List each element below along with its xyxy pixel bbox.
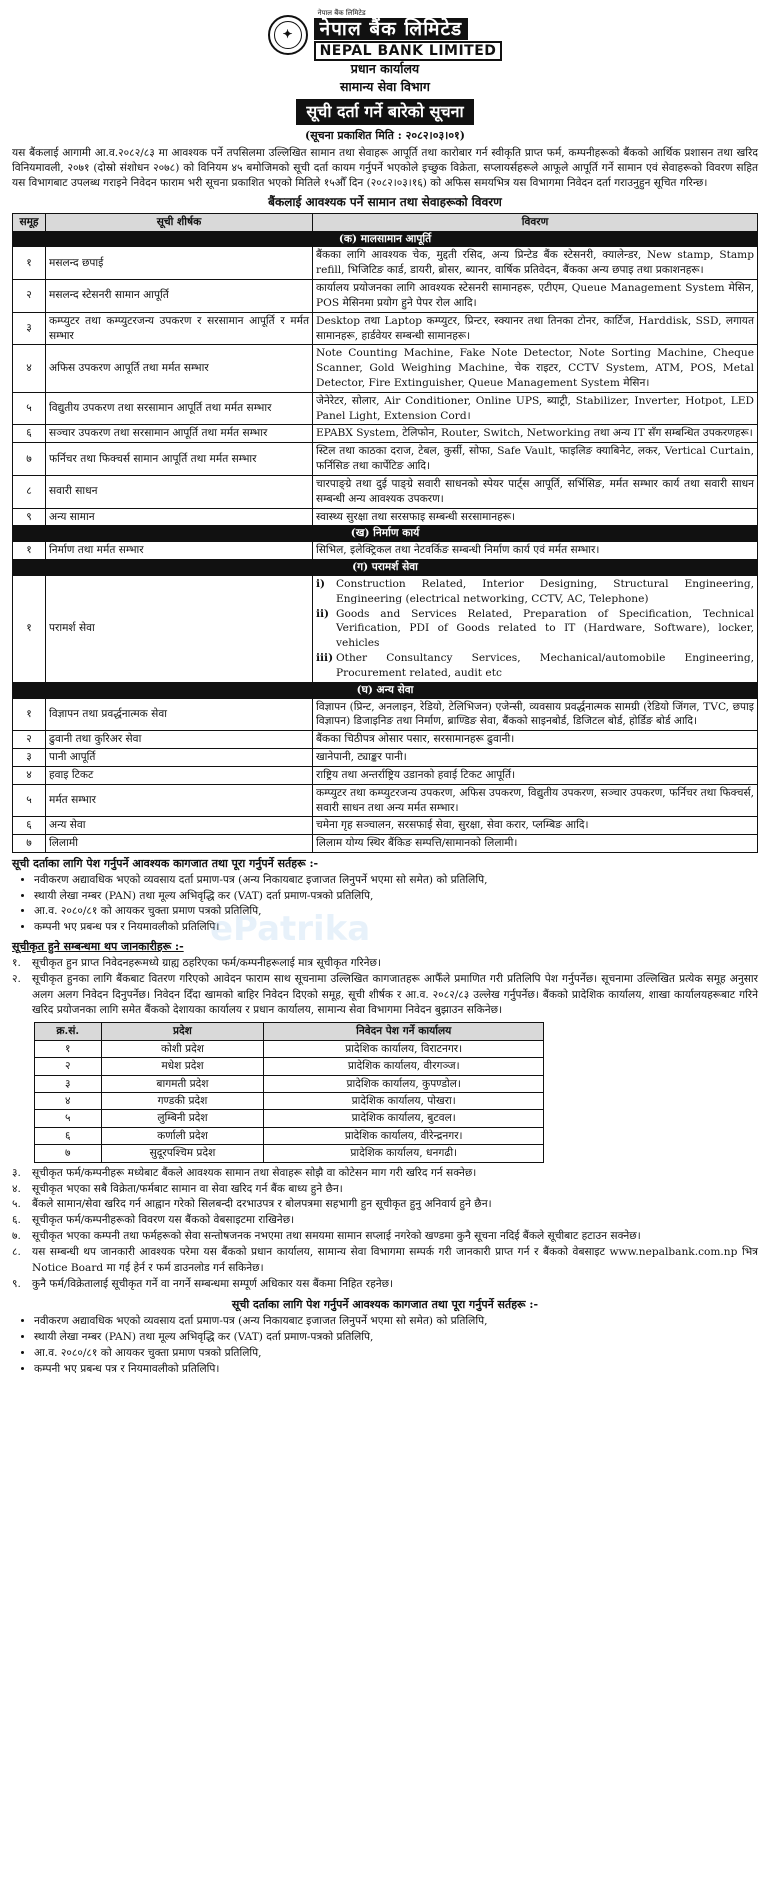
province-table: [34, 1022, 544, 1162]
table-row: [13, 425, 758, 443]
table-row: [13, 542, 758, 560]
row-description: बैंकका लागि आवश्यक चेक, मुद्दती रसिद, अन्य प्रिन्टेड बैंक स्टेसनरी, क्यालेन्डर, New stamp, Stamp refill, भिजिटिङ कार्ड, डायरी, ब्रोसर, ब्यानर, वार्षिक प्रतिवेदन, बैंकका अन्य छपाइ तथा प्रकाशनहरू।: [313, 247, 758, 280]
province-sn: २: [35, 1058, 102, 1075]
item-text: कुनै फर्म/विक्रेतालाई सूचीकृत गर्ने वा नगर्ने सम्बन्धमा सम्पूर्ण अधिकार यस बैंकमा निहित रहनेछ।: [32, 1277, 394, 1290]
item-text: यस सम्बन्धी थप जानकारी आवश्यक परेमा यस बैंकको प्रधान कार्यालय, सामान्य सेवा विभागमा सम्पर्क गरी जानकारी प्राप्त गर्न र बैंकको वेबसाइट www.nepalbank.com.np भित्र Notice Board मा गई हेर्न र फर्म डाउनलोड गर्न सकिनेछ।: [32, 1246, 758, 1274]
list-item: • स्थायी लेखा नम्बर (PAN) तथा मूल्य अभिवृद्धि कर (VAT) दर्ता प्रमाण-पत्रको प्रतिलिपि,: [34, 889, 758, 905]
row-title: मसलन्द स्टेसनरी सामान आपूर्ति: [46, 280, 313, 313]
list-item: • नवीकरण अद्यावधिक भएको व्यवसाय दर्ता प्रमाण-पत्र (अन्य निकायबाट इजाजत लिनुपर्ने भएमा सो समेत) को प्रतिलिपि,: [34, 873, 758, 889]
province-name: गण्डकी प्रदेश: [101, 1092, 264, 1109]
row-title: परामर्श सेवा: [46, 575, 313, 682]
row-number: ६: [13, 425, 46, 443]
table-row: [13, 698, 758, 731]
category-goods: (क) मालसामान आपूर्ति: [13, 231, 758, 247]
row-description: Desktop तथा Laptop कम्प्युटर, प्रिन्टर, स्क्यानर तथा तिनका टोनर, कार्टिज, Harddisk, SSD, लगायत सामानहरू, हार्डवेयर सम्बन्धी सामानहरू।: [313, 312, 758, 345]
province-name: कोशी प्रदेश: [101, 1040, 264, 1057]
table-row: [13, 575, 758, 682]
province-office: प्रादेशिक कार्यालय, कुपण्डोल।: [264, 1075, 544, 1092]
province-name: कर्णाली प्रदेश: [101, 1127, 264, 1144]
bank-seal-icon: ✦: [268, 15, 308, 55]
row-title: फर्निचर तथा फिक्चर्स सामान आपूर्ति तथा मर्मत सम्भार: [46, 443, 313, 476]
bank-header: [12, 10, 758, 60]
row-description: स्टिल तथा काठका दराज, टेबल, कुर्सी, सोफा, Safe Vault, फाइलिङ क्याबिनेट, लकर, Vertical Curtain, फर्निसिङ तथा कार्पेटिङ आदि।: [313, 443, 758, 476]
row-number: ३: [13, 749, 46, 767]
row-title: अफिस उपकरण आपूर्ति तथा मर्मत सम्भार: [46, 345, 313, 392]
item-number: २.: [12, 972, 21, 985]
category-consultancy: (ग) परामर्श सेवा: [13, 560, 758, 576]
list-item: • कम्पनी भए प्रबन्ध पत्र र नियमावलीको प्रतिलिपि।: [34, 1362, 758, 1378]
documents-heading-repeat: सूची दर्ताका लागि पेश गर्नुपर्ने आवश्यक कागजात तथा पूरा गर्नुपर्ने सर्तहरू :-: [231, 1297, 539, 1311]
list-item: [12, 1166, 758, 1182]
row-number: २: [13, 280, 46, 313]
item-number: ४.: [12, 1182, 21, 1195]
item-number: ९.: [12, 1277, 21, 1290]
table-row: [13, 475, 758, 508]
province-office: प्रादेशिक कार्यालय, वीरगञ्ज।: [264, 1058, 544, 1075]
table-row: [35, 1058, 544, 1075]
item-text: सूचीकृत हुन प्राप्त निवेदनहरूमध्ये ग्राह्य ठहरिएका फर्म/कम्पनीहरूलाई मात्र सूचीकृत गरिनेछ।: [32, 956, 381, 969]
row-description: बैंकका चिठीपत्र ओसार पसार, सरसामानहरू ढुवानी।: [313, 731, 758, 749]
table-row: [13, 731, 758, 749]
row-description: जेनेरेटर, सोलार, Air Conditioner, Online UPS, ब्याट्री, Stabilizer, Inverter, Hotpot, LED Panel Light, Extension Cord।: [313, 392, 758, 425]
row-description: Note Counting Machine, Fake Note Detector, Note Sorting Machine, Cheque Scanner, Gold Weighing Machine, चेक राइटर, CCTV System, ATM, POS, Metal Detector, Fire Extinguisher, Queue Management System मेसिन।: [313, 345, 758, 392]
list-item: • नवीकरण अद्यावधिक भएको व्यवसाय दर्ता प्रमाण-पत्र (अन्य निकायबाट इजाजत लिनुपर्ने भएमा सो समेत) को प्रतिलिपि,: [34, 1314, 758, 1330]
province-sn: ४: [35, 1092, 102, 1109]
table-row: [35, 1110, 544, 1127]
province-office: प्रादेशिक कार्यालय, धनगढी।: [264, 1145, 544, 1162]
documents-list-repeat: [12, 1314, 758, 1378]
department-name: सामान्य सेवा विभाग: [340, 79, 430, 94]
table-row: [13, 247, 758, 280]
row-number: १: [13, 698, 46, 731]
item-text: सूचीकृत फर्म/कम्पनीहरूको विवरण यस बैंकको वेबसाइटमा राखिनेछ।: [32, 1214, 295, 1227]
item-text: सूचीकृत फर्म/कम्पनीहरू मध्येबाट बैंकले आवश्यक सामान तथा सेवाहरू सोझै वा कोटेसन माग गरी खरिद गर्न सक्नेछ।: [32, 1166, 477, 1179]
list-item: [12, 1277, 758, 1293]
row-description: चमेना गृह सञ्चालन, सरसफाई सेवा, सुरक्षा, सेवा करार, प्लम्बिङ आदि।: [313, 817, 758, 835]
row-description: लिलाम योग्य स्थिर बैंकिङ सम्पत्ति/सामानको लिलामी।: [313, 835, 758, 853]
row-description: सिभिल, इलेक्ट्रिकल तथा नेटवर्किङ सम्बन्धी निर्माण कार्य एवं मर्मत सम्भार।: [313, 542, 758, 560]
consultancy-list: [313, 575, 758, 682]
row-title: विज्ञापन तथा प्रवर्द्धनात्मक सेवा: [46, 698, 313, 731]
table-row: [13, 312, 758, 345]
list-item: [12, 1197, 758, 1213]
row-title: सञ्चार उपकरण तथा सरसामान आपूर्ति तथा मर्मत सम्भार: [46, 425, 313, 443]
row-number: ७: [13, 443, 46, 476]
item-number: ३.: [12, 1166, 21, 1179]
col-header-group: समूह: [13, 213, 46, 231]
row-title: लिलामी: [46, 835, 313, 853]
row-number: ४: [13, 766, 46, 784]
logo-nepali-text: नेपाल बैंक लिमिटेड: [314, 18, 469, 40]
intro-paragraph: यस बैंकलाई आगामी आ.व.२०८२/८३ मा आवश्यक पर्ने तपसिलमा उल्लिखित सामान तथा सेवाहरू आपूर्ति तथा कारोबार गर्न स्वीकृति प्राप्त फर्म, कम्पनीहरूको बैंकको आर्थिक प्रशासन तथा खरिद विनियमावली, २०७१ (दोस्रो संशोधन २०७८) को विनियम ४५ बमोजिमको सूची दर्ता कायम गर्नुपर्ने भएकोले इच्छुक विक्रेता, सप्लायर्सहरूले आफूले आपूर्ति गर्ने सामान एवं सेवाहरूको विवरण सहित यस विभागबाट उपलब्ध गराइने निवेदन फाराम भरी सूचना प्रकाशित भएको मितिले १५औँ दिन (२०८२।०३।१६) को अफिस समयभित्र यस विभागमा निवेदन दर्ता गराउनुहुन सूचित गरिन्छ।: [12, 146, 758, 190]
category-construction: (ख) निर्माण कार्य: [13, 526, 758, 542]
table-row: [35, 1092, 544, 1109]
table-heading: बैंकलाई आवश्यक पर्ने सामान तथा सेवाहरूको विवरण: [268, 194, 502, 209]
list-item: • आ.व. २०८०/८१ को आयकर चुक्ता प्रमाण पत्रको प्रतिलिपि,: [34, 1346, 758, 1362]
table-row: [13, 508, 758, 526]
row-title: अन्य सामान: [46, 508, 313, 526]
row-description: राष्ट्रिय तथा अन्तर्राष्ट्रिय उडानको हवाई टिकट आपूर्ति।: [313, 766, 758, 784]
item-text: सूचीकृत हुनका लागि बैंकबाट वितरण गरिएको आवेदन फाराम साथ सूचनामा उल्लिखित कागजातहरू आफैँले प्रमाणित गरी प्रतिलिपि पेश गर्नुपर्नेछ। सूचनामा उल्लिखित प्रत्येक समूह अनुसार अलग अलग निवेदन दिनुपर्नेछ। निवेदन दिँदा खामको बाहिर निवेदन दिएको समूह, सूची शीर्षक र आ.व. २०८२/८३ उल्लेख गर्नुपर्नेछ। बैंकको प्रादेशिक कार्यालय, शाखा कार्यालयहरूबाट गरिने खरिद प्रयोजनका लागि समेत बैंकको देशायका कार्यालय र प्रधान कार्यालय, सामान्य सेवा विभागमा निवेदन बुझाउन सकिनेछ।: [32, 972, 758, 1017]
info-list-part1: [12, 956, 758, 1020]
row-title: विद्युतीय उपकरण तथा सरसामान आपूर्ति तथा मर्मत सम्भार: [46, 392, 313, 425]
table-row: [35, 1127, 544, 1144]
row-number: ५: [13, 784, 46, 817]
documents-list: [12, 873, 758, 937]
consultancy-text: Goods and Services Related, Preparation of Specification, Technical Verification, PDI of Goods related to IT (Hardware, Software), locker, vehicles: [336, 607, 754, 650]
row-title: ढुवानी तथा कुरिअर सेवा: [46, 731, 313, 749]
row-number: १: [13, 247, 46, 280]
row-number: ८: [13, 475, 46, 508]
publication-date: (सूचना प्रकाशित मिति : २०८२।०३।०१): [305, 129, 465, 142]
logo-small-text: नेपाल बैंक लिमिटेड: [317, 8, 366, 17]
province-sn: ३: [35, 1075, 102, 1092]
consultancy-roman: iii): [316, 652, 334, 665]
item-number: ८.: [12, 1246, 21, 1259]
province-sn: ५: [35, 1110, 102, 1127]
item-text: बैंकले सामान/सेवा खरिद गर्न आह्वान गरेको सिलबन्दी दरभाउपत्र र बोलपत्रमा सहभागी हुन सूचीकृत हुनु अनिवार्य हुने छैन।: [32, 1198, 492, 1211]
list-item: [12, 972, 758, 1020]
col-header-province: प्रदेश: [101, 1023, 264, 1040]
table-row: [13, 817, 758, 835]
documents-heading: सूची दर्ताका लागि पेश गर्नुपर्ने आवश्यक कागजात तथा पूरा गर्नुपर्ने सर्तहरू :-: [12, 857, 319, 871]
row-number: ५: [13, 392, 46, 425]
province-sn: ७: [35, 1145, 102, 1162]
row-title: पानी आपूर्ति: [46, 749, 313, 767]
list-item: [12, 1182, 758, 1198]
row-number: ७: [13, 835, 46, 853]
consultancy-text: Other Consultancy Services, Mechanical/automobile Engineering, Procurement related, audit etc: [336, 652, 754, 679]
row-number: ३: [13, 312, 46, 345]
office-name: प्रधान कार्यालय: [350, 61, 420, 76]
row-description: चारपाङ्ग्रे तथा दुई पाङ्ग्रे सवारी साधनको स्पेयर पार्ट्स आपूर्ति, सर्भिसिङ, मर्मत सम्भार कार्य तथा सवारी साधन सम्बन्धी अन्य आवश्यक उपकरण।: [313, 475, 758, 508]
bank-logo: [314, 9, 503, 62]
table-row: [13, 749, 758, 767]
row-title: निर्माण तथा मर्मत सम्भार: [46, 542, 313, 560]
province-sn: १: [35, 1040, 102, 1057]
table-row: [35, 1145, 544, 1162]
province-name: बागमती प्रदेश: [101, 1075, 264, 1092]
table-row: [13, 280, 758, 313]
row-description: विज्ञापन (प्रिन्ट, अनलाइन, रेडियो, टेलिभिजन) एजेन्सी, व्यवसाय प्रवर्द्धनात्मक सामग्री (रेडियो जिंगल, TVC, छपाइ विज्ञापन) डिजाइनिङ तथा निर्माण, ब्राण्डिङ सेवा, बैंकको साइनबोर्ड, डिजिटल बोर्ड, होर्डिङ बोर्ड आदि।: [313, 698, 758, 731]
list-item: • कम्पनी भए प्रबन्ध पत्र र नियमावलीको प्रतिलिपि।: [34, 920, 758, 936]
row-description: EPABX System, टेलिफोन, Router, Switch, Networking तथा अन्य IT सँग सम्बन्धित उपकरणहरू।: [313, 425, 758, 443]
province-office: प्रादेशिक कार्यालय, पोखरा।: [264, 1092, 544, 1109]
row-description: खानेपानी, ट्याङ्कर पानी।: [313, 749, 758, 767]
info-list-part2: [12, 1166, 758, 1293]
item-number: ७.: [12, 1230, 21, 1243]
category-other-services: (घ) अन्य सेवा: [13, 682, 758, 698]
table-row: [13, 784, 758, 817]
row-title: अन्य सेवा: [46, 817, 313, 835]
list-item: [12, 1213, 758, 1229]
list-item: [12, 1229, 758, 1245]
notice-title: सूची दर्ता गर्ने बारेको सूचना: [296, 99, 473, 125]
col-header-title: सूची शीर्षक: [46, 213, 313, 231]
list-item: • आ.व. २०८०/८१ को आयकर चुक्ता प्रमाण पत्रको प्रतिलिपि,: [34, 904, 758, 920]
consultancy-roman: i): [316, 577, 326, 590]
row-description: स्वास्थ्य सुरक्षा तथा सरसफाइ सम्बन्धी सरसामानहरू।: [313, 508, 758, 526]
row-number: १: [13, 575, 46, 682]
item-number: ६.: [12, 1214, 21, 1227]
table-row: [13, 345, 758, 392]
list-item: • स्थायी लेखा नम्बर (PAN) तथा मूल्य अभिवृद्धि कर (VAT) दर्ता प्रमाण-पत्रको प्रतिलिपि,: [34, 1330, 758, 1346]
col-header-desc: विवरण: [313, 213, 758, 231]
row-title: हवाइ टिकट: [46, 766, 313, 784]
item-text: सूचीकृत भएका सबै विक्रेता/फर्मबाट सामान वा सेवा खरिद गर्न बैंक बाध्य हुने छैन।: [32, 1182, 343, 1195]
row-number: ६: [13, 817, 46, 835]
row-description: कार्यालय प्रयोजनका लागि आवश्यक स्टेसनरी सामानहरू, एटीएम, Queue Management System मेसिन, POS मेसिनमा प्रयोग हुने पेपर रोल आदि।: [313, 280, 758, 313]
province-name: मधेश प्रदेश: [101, 1058, 264, 1075]
row-title: कम्प्युटर तथा कम्प्युटरजन्य उपकरण र सरसामान आपूर्ति र मर्मत सम्भार: [46, 312, 313, 345]
row-title: मर्मत सम्भार: [46, 784, 313, 817]
col-header-sn: क्र.सं.: [35, 1023, 102, 1040]
table-row: [13, 443, 758, 476]
item-number: ५.: [12, 1198, 21, 1211]
row-description: कम्प्युटर तथा कम्प्युटरजन्य उपकरण, अफिस उपकरण, विद्युतीय उपकरण, सञ्चार उपकरण, फर्निचर तथा फिक्चर्स, सवारी साधन तथा अन्य मर्मत सम्भार।: [313, 784, 758, 817]
item-number: १.: [12, 956, 21, 969]
watermark: ePatrika: [210, 909, 371, 949]
consultancy-text: Construction Related, Interior Designing, Structural Engineering, Engineering (electrical networking, CCTV, AC, Telephone): [336, 577, 754, 605]
province-name: सुदूरपश्चिम प्रदेश: [101, 1145, 264, 1162]
table-row: [13, 392, 758, 425]
row-number: १: [13, 542, 46, 560]
province-office: प्रादेशिक कार्यालय, बुटवल।: [264, 1110, 544, 1127]
row-number: ९: [13, 508, 46, 526]
table-row: [13, 835, 758, 853]
info-heading: सूचीकृत हुने सम्बन्धमा थप जानकारीहरू :-: [12, 940, 184, 954]
row-number: २: [13, 731, 46, 749]
list-item: [12, 1245, 758, 1277]
row-title: मसलन्द छपाई: [46, 247, 313, 280]
row-number: ४: [13, 345, 46, 392]
table-row: [13, 766, 758, 784]
item-text: सूचीकृत भएका कम्पनी तथा फर्महरूको सेवा सन्तोषजनक नभएमा तथा समयमा सामान सप्लाई नगरेको खण्डमा कुनै सूचना नदिई बैंकले सूचीबाट हटाउन सक्नेछ।: [32, 1230, 641, 1243]
table-row: [35, 1075, 544, 1092]
table-row: [35, 1040, 544, 1057]
province-office: प्रादेशिक कार्यालय, वीरेन्द्रनगर।: [264, 1127, 544, 1144]
col-header-office: निवेदन पेश गर्ने कार्यालय: [264, 1023, 544, 1040]
province-name: लुम्बिनी प्रदेश: [101, 1110, 264, 1127]
list-item: [12, 956, 758, 972]
province-sn: ६: [35, 1127, 102, 1144]
consultancy-roman: ii): [316, 607, 330, 620]
logo-english-text: NEPAL BANK LIMITED: [314, 41, 503, 61]
items-table: [12, 213, 758, 853]
province-office: प्रादेशिक कार्यालय, विराटनगर।: [264, 1040, 544, 1057]
row-title: सवारी साधन: [46, 475, 313, 508]
